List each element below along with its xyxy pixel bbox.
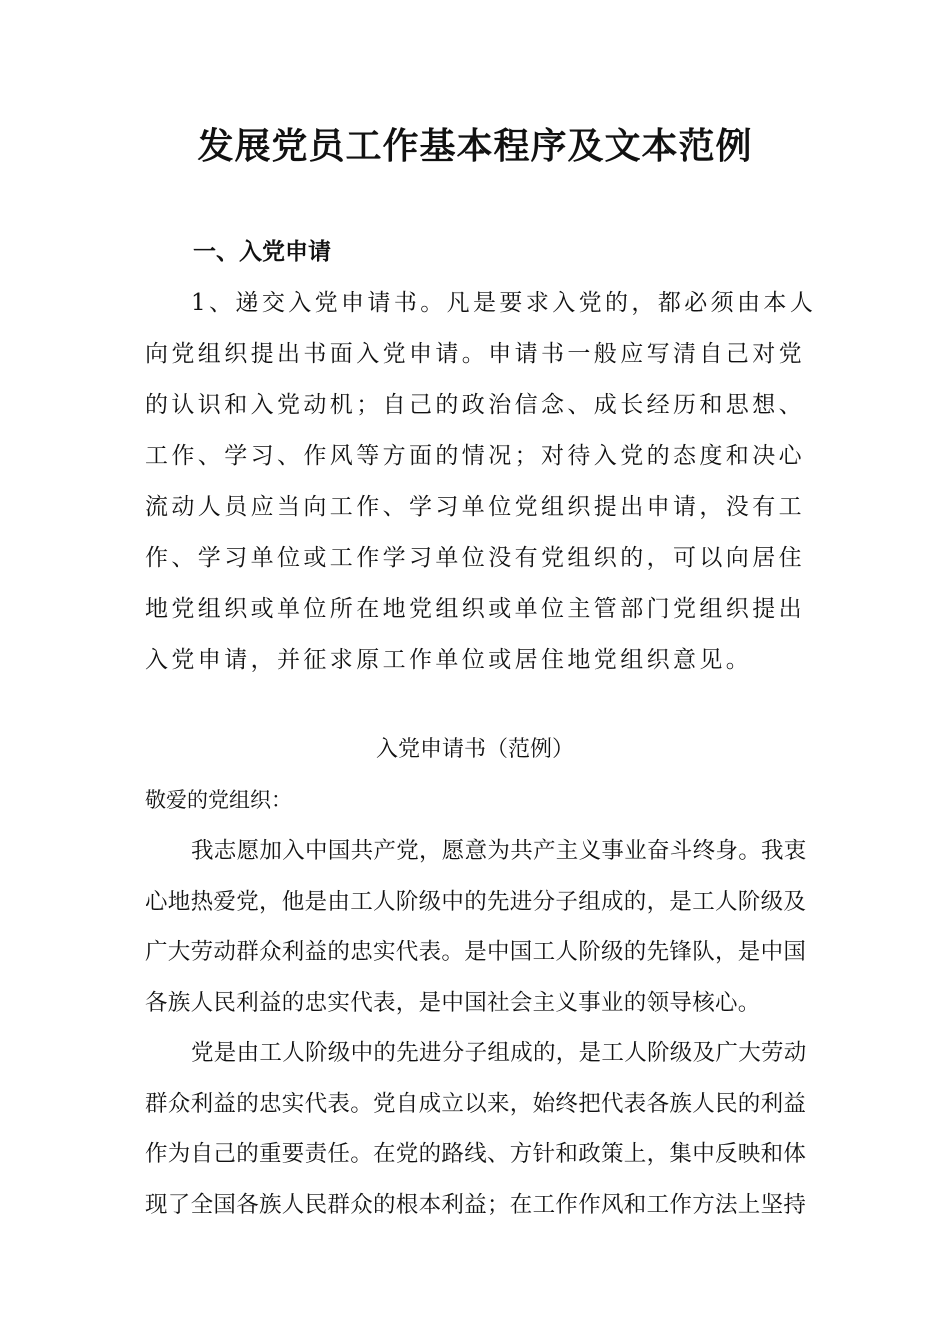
sample-title (0, 730, 950, 770)
paragraph-party-nature (145, 1028, 809, 1230)
sample-title-note: （范例） (486, 737, 575, 762)
paragraph-line: 地党组织或单位所在地党组织或单位主管部门党组织提出 (145, 596, 805, 622)
paragraph-line: 入党申请，并征求原工作单位或居住地党组织意见。 (145, 647, 753, 673)
paragraph-line: 广大劳动群众利益的忠实代表。是中国工人阶级的先锋队，是中国 (145, 939, 807, 965)
paragraph-line: 工作、学习、作风等方面的情况；对待入党的态度和决心 (145, 443, 805, 469)
paragraph-line: 作为自己的重要责任。在党的路线、方针和政策上，集中反映和体 (145, 1141, 807, 1167)
paragraph-line: 群众利益的忠实代表。党自成立以来，始终把代表各族人民的利益 (145, 1090, 807, 1117)
paragraph-line: 党是由工人阶级中的先进分子组成的，是工人阶级及广大劳动 (191, 1040, 807, 1066)
paragraph-line: 作、学习单位或工作学习单位没有党组织的，可以向居住 (145, 545, 805, 571)
section-heading: 一、入党申请 (193, 239, 331, 265)
paragraph-line: 各族人民利益的忠实代表，是中国社会主义事业的领导核心。 (145, 989, 761, 1016)
paragraph-pledge (145, 826, 809, 1028)
paragraph-application-steps (145, 278, 817, 686)
paragraph-line: 我志愿加入中国共产党，愿意为共产主义事业奋斗终身。我衷 (191, 838, 807, 864)
salutation: 敬爱的党组织： (145, 788, 292, 812)
paragraph-line: 心地热爱党，他是由工人阶级中的先进分子组成的，是工人阶级及 (145, 888, 807, 915)
paragraph-line: 向党组织提出书面入党申请。申请书一般应写清自己对党 (145, 341, 805, 367)
paragraph-line: 流动人员应当向工作、学习单位党组织提出申请，没有工 (145, 494, 805, 520)
paragraph-line: 的认识和入党动机；自己的政治信念、成长经历和思想、 (145, 392, 805, 418)
sample-title-text: 入党申请书 (375, 737, 486, 762)
document-title: 发展党员工作基本程序及文本范例 (197, 125, 753, 167)
paragraph-line: 1、递交入党申请书。凡是要求入党的，都必须由本人 (191, 290, 817, 316)
paragraph-line: 现了全国各族人民群众的根本利益；在工作作风和工作方法上坚持 (145, 1191, 807, 1218)
